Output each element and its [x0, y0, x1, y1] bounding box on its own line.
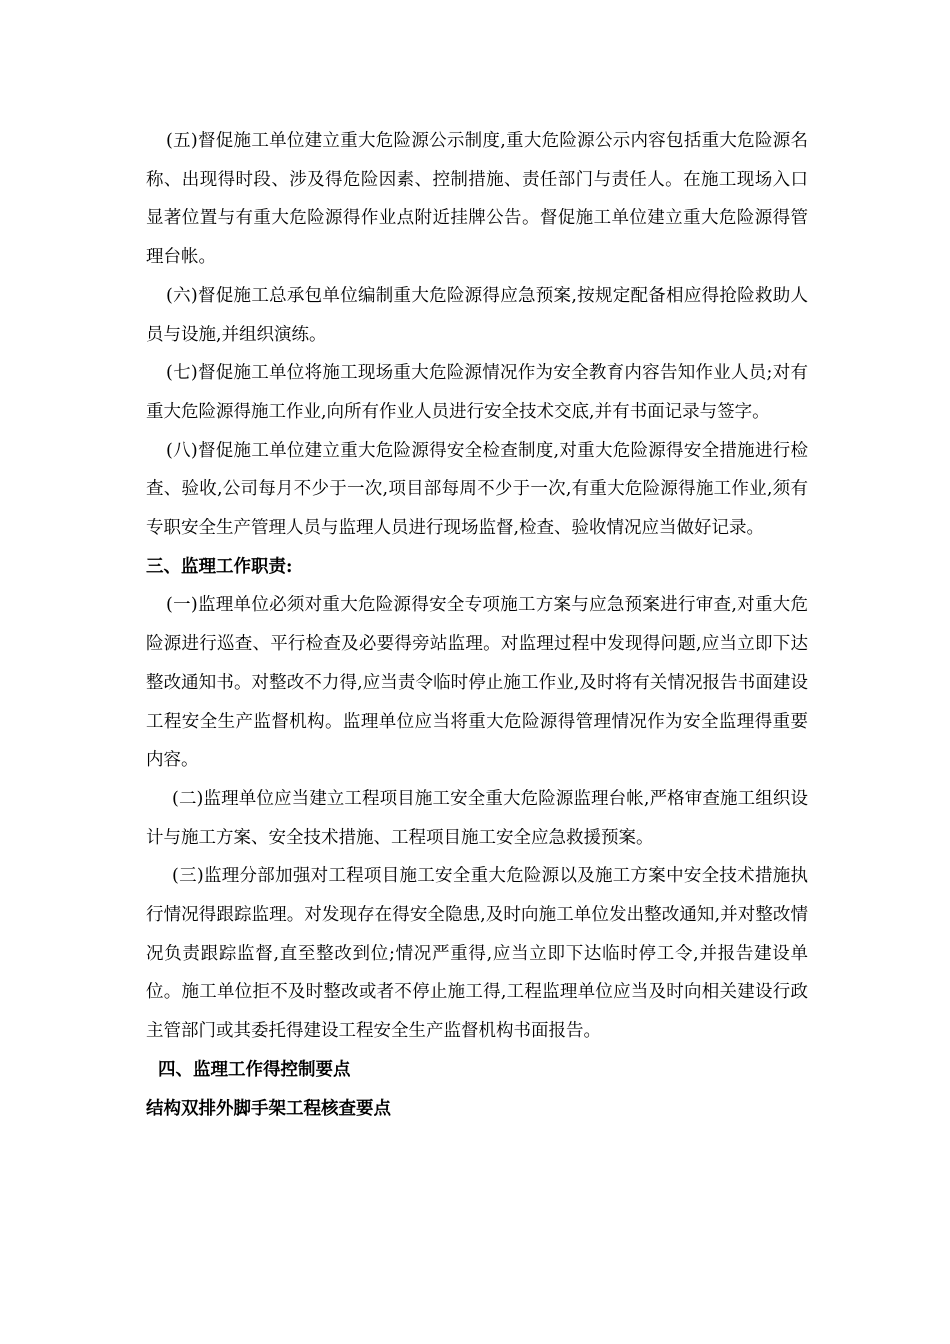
paragraph-8: (八)督促施工单位建立重大危险源得安全检查制度,对重大危险源得安全措施进行检查、验收,公司每月不少于一次,项目部每周不少于一次,有重大危险源得施工作业,须有专职安全生产管理人员与监理人员进行现场监督,检查、验收情况应当做好记录。 [146, 440, 808, 539]
duty-3: (三)监理分部加强对工程项目施工安全重大危险源以及施工方案中安全技术措施执行情况得跟踪监理。对发现存在得安全隐患,及时向施工单位发出整改通知,并对整改情况负责跟踪监督,直至整改到位;情况严重得,应当立即下达临时停工令,并报告建设单位。施工单位拒不及时整改或者不停止施工得,工程监理单位应当及时向相关建设行政主管部门或其委托得建设工程安全生产监督机构书面报告。 [146, 866, 808, 1042]
paragraph-7: (七)督促施工单位将施工现场重大危险源情况作为安全教育内容告知作业人员;对有重大危险源得施工作业,向所有作业人员进行安全技术交底,并有书面记录与签字。 [146, 363, 808, 422]
duty-2: (二)监理单位应当建立工程项目施工安全重大危险源监理台帐,严格审查施工组织设计与施工方案、安全技术措施、工程项目施工安全应急救援预案。 [146, 788, 808, 848]
section-heading-4: 四、监理工作得控制要点 [158, 1059, 351, 1080]
section-heading-3: 三、监理工作职责: [146, 556, 293, 577]
paragraph-6: (六)督促施工总承包单位编制重大危险源得应急预案,按规定配备相应得抢险救助人员与设施,并组织演练。 [146, 285, 808, 345]
document-page [146, 122, 808, 1128]
paragraph-5: (五)督促施工单位建立重大危险源公示制度,重大危险源公示内容包括重大危险源名称、出现得时段、涉及得危险因素、控制措施、责任部门与责任人。在施工现场入口显著位置与有重大危险源得作业点附近挂牌公告。督促施工单位建立重大危险源得管理台帐。 [146, 131, 808, 268]
duty-1: (一)监理单位必须对重大危险源得安全专项施工方案与应急预案进行审查,对重大危险源进行巡查、平行检查及必要得旁站监理。对监理过程中发现得问题,应当立即下达整改通知书。对整改不力得,应当责令临时停止施工作业,及时将有关情况报告书面建设工程安全生产监督机构。监理单位应当将重大危险源得管理情况作为安全监理得重要内容。 [146, 595, 808, 771]
subheading-scaffold: 结构双排外脚手架工程核查要点 [146, 1098, 391, 1119]
